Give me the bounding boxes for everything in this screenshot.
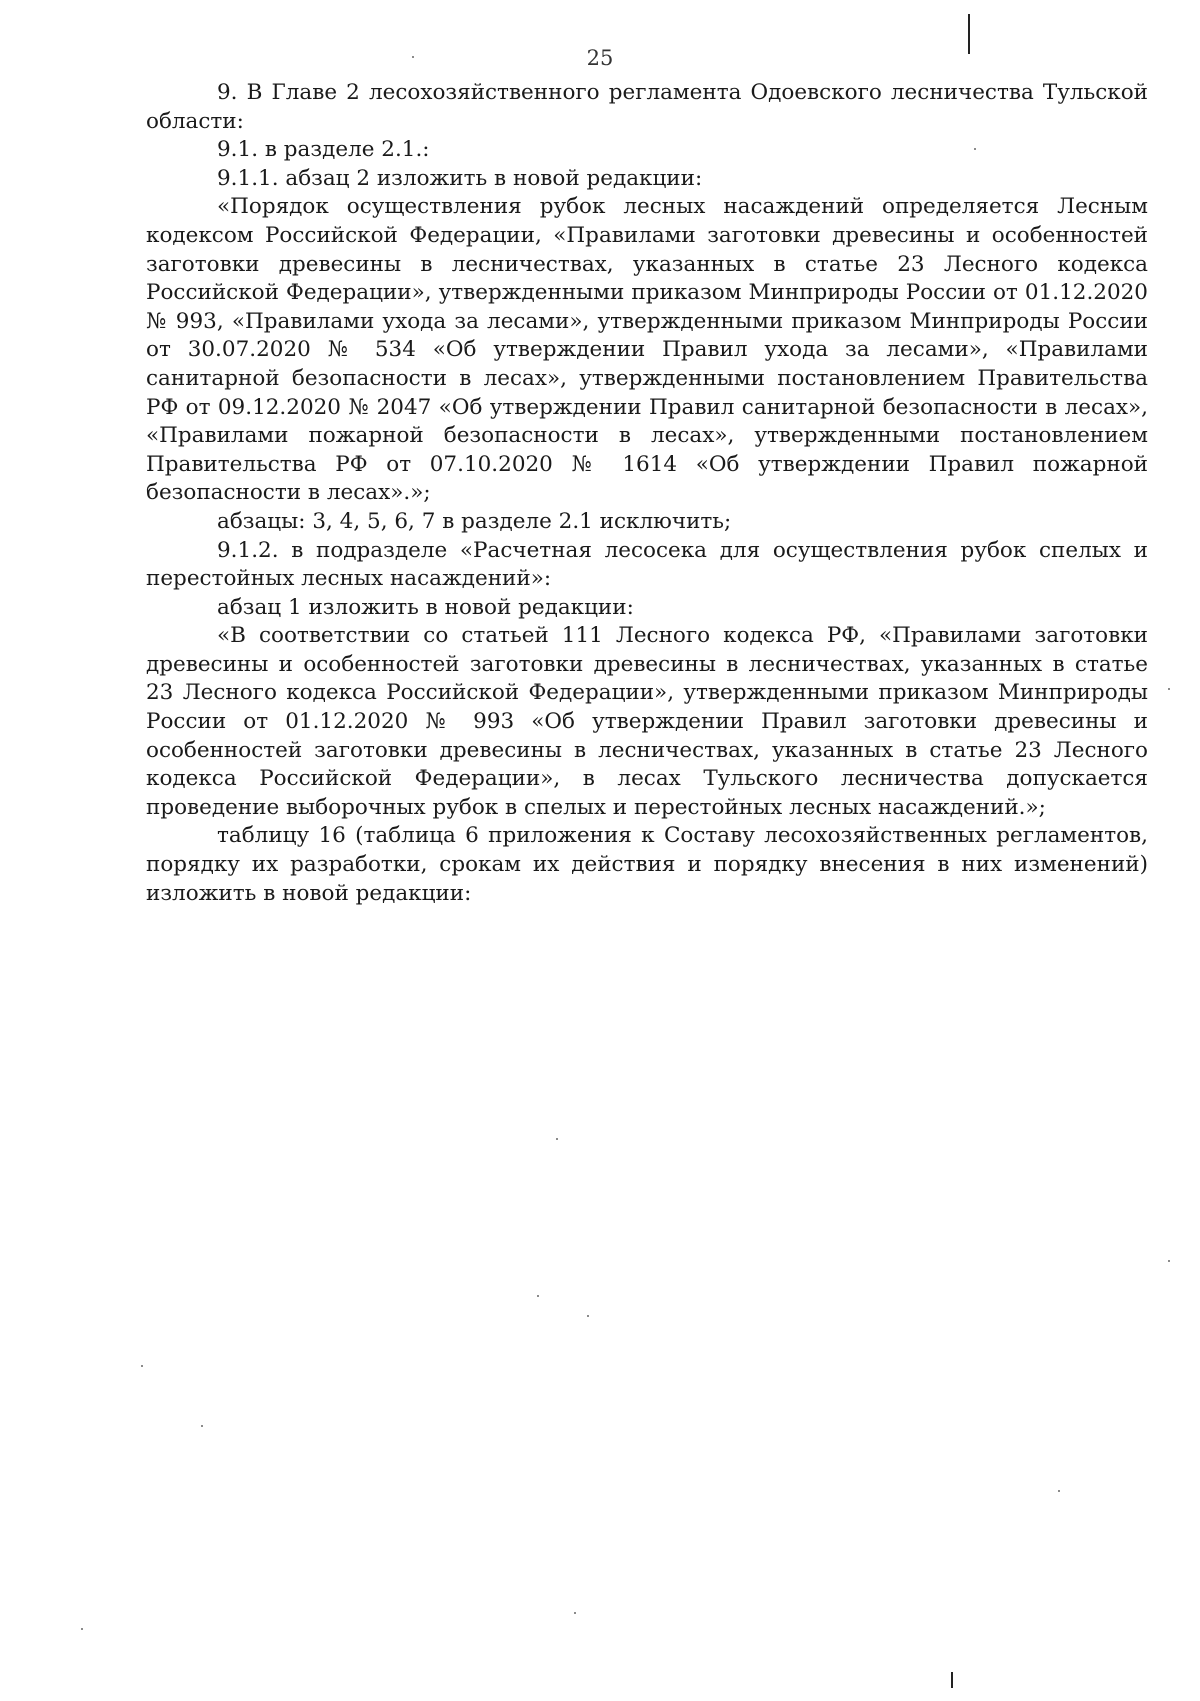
scan-speck: [537, 1295, 539, 1297]
scan-speck: [587, 1315, 589, 1317]
scan-mark-top: [968, 14, 970, 54]
paragraph-exclude-abzats: абзацы: 3, 4, 5, 6, 7 в разделе 2.1 исключить;: [217, 508, 732, 534]
scan-speck: [412, 56, 414, 58]
paragraph-9-1-1: 9.1.1. абзац 2 изложить в новой редакции:: [217, 165, 703, 191]
page-number: 25: [586, 46, 614, 70]
paragraph-quote-logging-rules: «Порядок осуществления рубок лесных насаждений определяется Лесным кодексом Российской Федерации, «Правилами заготовки древесины и особенностей заготовки древесины в лесничествах, указанных в статье 23 Лесного кодекса Российской Федерации», утвержденными приказом Минприроды России от 01.12.2020 № 993, «Правилами ухода за лесами», утвержденными приказом Минприроды России от 30.07.2020 № 534 «Об утверждении Правил ухода за лесами», «Правилами санитарной безопасности в лесах», утвержденными постановлением Правительства РФ от 09.12.2020 № 2047 «Об утверждении Правил санитарной безопасности в лесах», «Правилами пожарной безопасности в лесах», утвержденными постановлением Правительства РФ от 07.10.2020 № 1614 «Об утверждении Правил пожарной безопасности в лесах».»;: [146, 194, 1148, 506]
document-body: [146, 79, 1148, 908]
paragraph-table-16: таблицу 16 (таблица 6 приложения к Составу лесохозяйственных регламентов, порядку их разработки, срокам их действия и порядку внесения в них изменений) изложить в новой редакции:: [146, 823, 1148, 906]
scan-speck: [974, 148, 976, 150]
scan-speck: [1058, 1490, 1060, 1492]
scan-speck: [574, 1612, 576, 1614]
scan-speck: [201, 1425, 203, 1427]
paragraph-chapter-2: 9. В Главе 2 лесохозяйственного регламента Одоевского лесничества Тульской области:: [146, 80, 1148, 134]
scan-speck: [141, 1365, 143, 1367]
scan-speck: [1168, 1260, 1170, 1262]
scan-mark-bottom: [951, 1672, 953, 1688]
scan-speck: [81, 1628, 83, 1630]
scan-speck: [1168, 688, 1170, 690]
scan-speck: [556, 1138, 558, 1140]
paragraph-section-2-1: 9.1. в разделе 2.1.:: [217, 137, 430, 163]
paragraph-9-1-2: 9.1.2. в подразделе «Расчетная лесосека для осуществления рубок спелых и перестойных лесных насаждений»:: [146, 537, 1148, 592]
paragraph-abzats-1: абзац 1 изложить в новой редакции:: [217, 594, 634, 620]
paragraph-quote-selective-logging: «В соответствии со статьей 111 Лесного кодекса РФ, «Правилами заготовки древесины и особенностей заготовки древесины в лесничествах, указанных в статье 23 Лесного кодекса Российской Федерации», утвержденными приказом Минприроды России от 01.12.2020 № 993 «Об утверждении Правил заготовки древесины и особенностей заготовки древесины в лесничествах, указанных в статье 23 Лесного кодекса Российской Федерации», в лесах Тульского лесничества допускается проведение выборочных рубок в спелых и перестойных лесных насаждений.»;: [146, 623, 1148, 820]
